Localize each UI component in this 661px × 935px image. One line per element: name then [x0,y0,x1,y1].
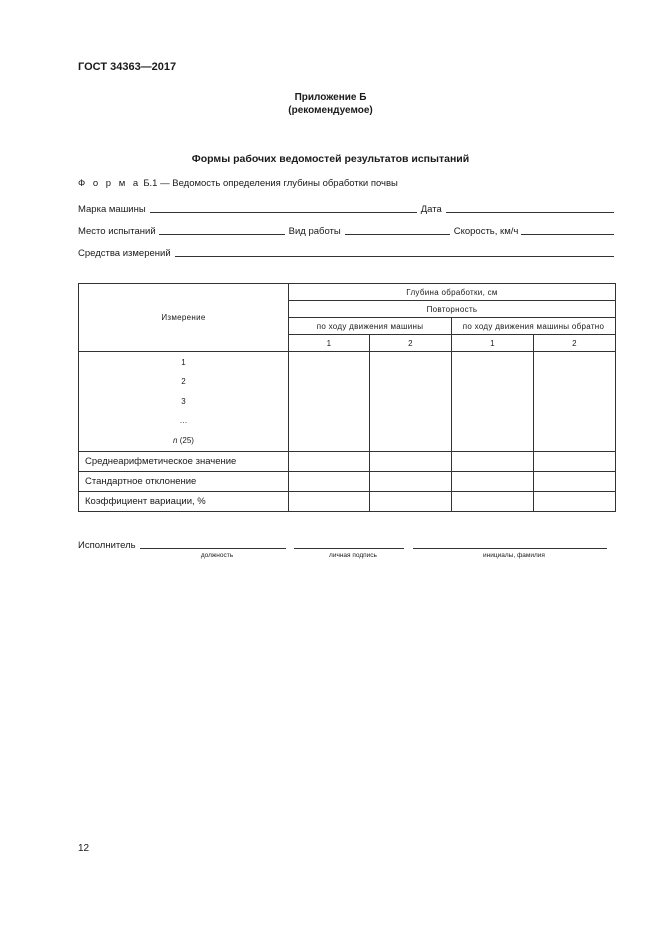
date-line[interactable] [446,211,614,213]
measurement-numbers [79,352,289,452]
summary-cv-label: Коэффициент вариации, % [79,492,289,512]
summary-cell[interactable] [289,452,370,472]
header-direction-forward: по ходу движения машины [289,318,452,335]
field-row-place [78,226,614,237]
signature-caption: личная подпись [329,552,377,559]
form-caption-text: Б.1 — Ведомость определения глубины обработки почвы [143,178,398,189]
header-repetition: Повторность [289,301,616,318]
form-prefix: Ф о р м а [78,178,141,189]
machine-brand-label: Марка машины [78,204,146,215]
header-direction-back: по ходу движения машины обратно [452,318,616,335]
standard-number: ГОСТ 34363—2017 [78,61,177,73]
subcol-forward-1: 1 [289,335,370,352]
data-cell[interactable] [534,352,616,452]
summary-cell[interactable] [452,452,534,472]
measurement-ellipsis: … [179,416,188,426]
section-title: Формы рабочих ведомостей результатов испытаний [191,153,470,165]
initials-caption: инициалы, фамилия [483,552,545,559]
speed-line[interactable] [521,233,614,235]
appendix-heading [0,91,661,117]
summary-cell[interactable] [534,472,616,492]
machine-brand-line[interactable] [150,211,417,213]
data-cell[interactable] [452,352,534,452]
field-row-instruments [78,248,614,259]
date-label: Дата [420,204,442,215]
speed-label: Скорость, км/ч [453,226,519,237]
header-measurement: Измерение [79,284,289,352]
summary-cell[interactable] [452,472,534,492]
test-place-label: Место испытаний [78,226,156,237]
measurement-2: 2 [181,377,186,387]
work-type-line[interactable] [345,233,450,235]
position-line[interactable] [140,547,286,549]
subcol-back-2: 2 [534,335,616,352]
results-table [78,283,616,512]
form-caption [78,178,398,189]
initials-line[interactable] [413,547,607,549]
executor-label: Исполнитель [78,540,136,551]
field-row-machine [78,204,614,215]
measurement-3: 3 [181,396,186,406]
instruments-label: Средства измерений [78,248,171,259]
summary-cell[interactable] [452,492,534,512]
subcol-forward-2: 2 [370,335,452,352]
signature-row [78,540,618,551]
work-type-label: Вид работы [288,226,341,237]
position-caption: должность [200,552,234,559]
summary-cell[interactable] [534,492,616,512]
summary-std-label: Стандартное отклонение [79,472,289,492]
measurement-n: n (25) [173,435,194,445]
summary-cell[interactable] [370,452,452,472]
summary-cell[interactable] [370,492,452,512]
header-depth: Глубина обработки, см [289,284,616,301]
data-cell[interactable] [289,352,370,452]
signature-line[interactable] [294,547,404,549]
test-place-line[interactable] [159,233,285,235]
summary-mean-label: Среднеарифметическое значение [79,452,289,472]
summary-cell[interactable] [289,472,370,492]
subcol-back-1: 1 [452,335,534,352]
summary-cell[interactable] [534,452,616,472]
page-number: 12 [78,843,90,854]
instruments-line[interactable] [175,255,614,257]
summary-cell[interactable] [289,492,370,512]
measurement-1: 1 [181,357,186,367]
appendix-title: Приложение Б [294,92,367,103]
summary-cell[interactable] [370,472,452,492]
appendix-subtitle: (рекомендуемое) [288,105,373,116]
data-cell[interactable] [370,352,452,452]
